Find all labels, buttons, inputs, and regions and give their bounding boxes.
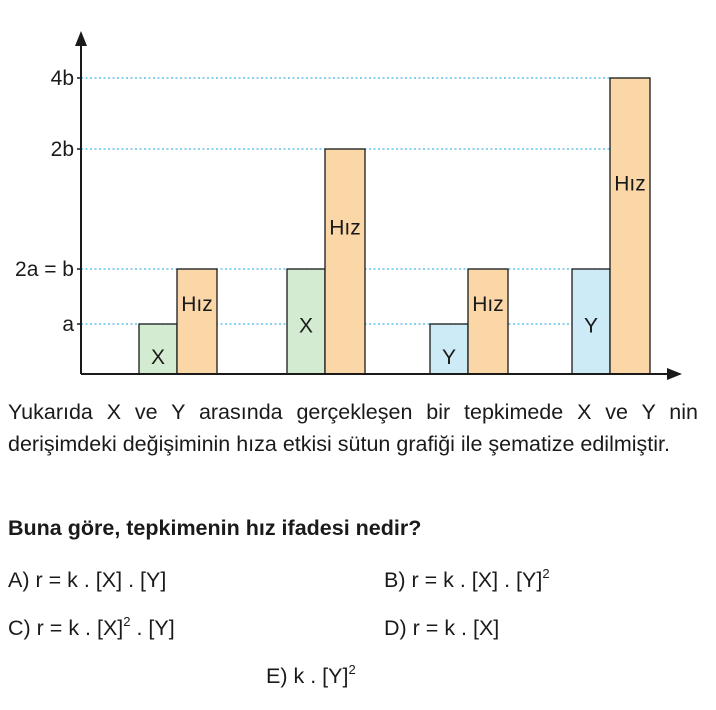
question-text: Yukarıda X ve Y arasında gerçekleşen bir tepkimede X ve Y nin derişimdeki değişiminin hıza etkisi sütun grafiği ile şematize edilmiştir. xyxy=(8,400,698,456)
option-e-sup: 2 xyxy=(348,662,356,677)
option-c-tail: . [Y] xyxy=(130,616,175,640)
y-tick-labels xyxy=(15,67,74,336)
rate-bar xyxy=(610,78,650,374)
concentration-label: X xyxy=(150,346,166,369)
y-tick-label: 2a = b xyxy=(15,258,74,281)
option-a[interactable] xyxy=(8,566,166,593)
rate-bar xyxy=(468,269,508,374)
bars xyxy=(139,78,650,374)
option-d[interactable] xyxy=(384,614,499,641)
option-c-text: C) r = k . [X] xyxy=(8,616,124,640)
rate-bar xyxy=(325,149,365,374)
rate-label: Hız xyxy=(181,293,213,316)
option-c[interactable] xyxy=(8,614,175,641)
option-b-sup: 2 xyxy=(542,566,550,581)
x-axis-arrow xyxy=(667,368,682,380)
concentration-label: Y xyxy=(583,314,599,338)
question-prompt: Buna göre, tepkimenin hız ifadesi nedir? xyxy=(8,516,422,540)
concentration-label: Y xyxy=(441,346,457,369)
option-e[interactable] xyxy=(266,662,356,689)
option-b[interactable] xyxy=(384,566,550,593)
option-b-text: B) r = k . [X] . [Y] xyxy=(384,568,543,592)
option-e-text: E) k . [Y] xyxy=(266,664,349,688)
rate-bar xyxy=(177,269,217,374)
y-tick-label: 4b xyxy=(50,67,74,90)
rate-label: Hız xyxy=(329,216,361,240)
rate-label: Hız xyxy=(614,172,646,196)
concentration-label: X xyxy=(298,314,314,338)
rate-label: Hız xyxy=(472,293,504,316)
y-axis-arrow xyxy=(75,31,87,46)
y-tick-label: a xyxy=(62,313,74,336)
option-c-sup: 2 xyxy=(123,614,131,629)
option-a-text: A) r = k . [X] . [Y] xyxy=(8,568,167,592)
option-d-text: D) r = k . [X] xyxy=(384,616,500,640)
y-tick-label: 2b xyxy=(50,138,74,161)
